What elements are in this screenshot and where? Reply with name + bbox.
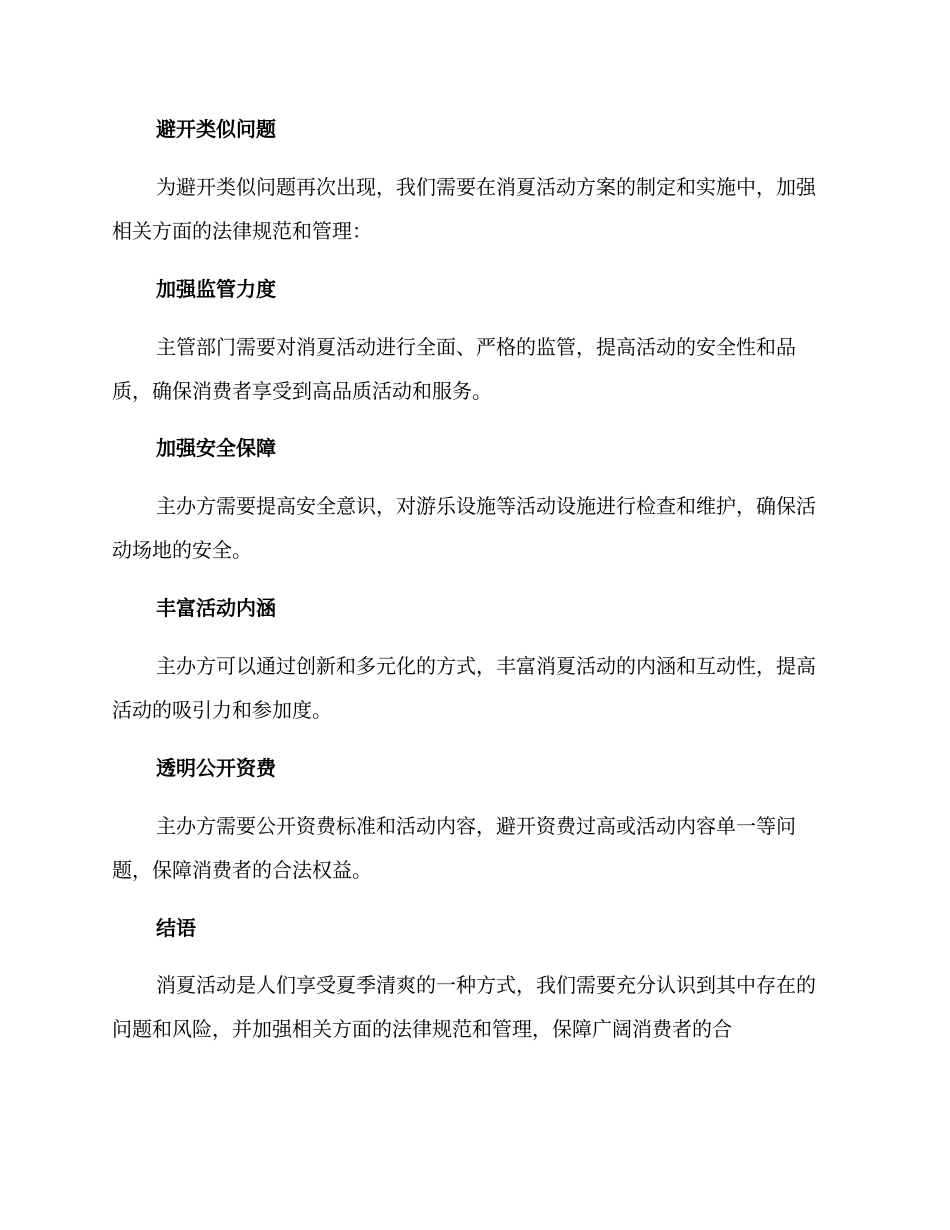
section-body-conclusion: 消夏活动是人们享受夏季清爽的一种方式，我们需要充分认识到其中存在的问题和风险，并加强相关方面的法律规范和管理，保障广阔消费者的合: [112, 973, 816, 1041]
section-heading-enrich-content: 丰富活动内涵: [156, 596, 276, 620]
section-heading-avoid-issues: 避开类似问题: [156, 117, 276, 141]
section-heading-supervision: 加强监管力度: [156, 277, 276, 301]
section-body-enrich-content: 主办方可以通过创新和多元化的方式，丰富消夏活动的内涵和互动性，提高活动的吸引力和参加度。: [112, 654, 816, 722]
section-body-avoid-issues: 为避开类似问题再次出现，我们需要在消夏活动方案的制定和实施中，加强相关方面的法律规范和管理：: [112, 175, 816, 243]
section-heading-transparent-fees: 透明公开资费: [156, 756, 276, 780]
section-body-supervision: 主管部门需要对消夏活动进行全面、严格的监管，提高活动的安全性和品质，确保消费者享受到高品质活动和服务。: [112, 335, 796, 403]
section-body-safety: 主办方需要提高安全意识，对游乐设施等活动设施进行检查和维护，确保活动场地的安全。: [112, 494, 816, 562]
section-body-transparent-fees: 主办方需要公开资费标准和活动内容，避开资费过高或活动内容单一等问题，保障消费者的合法权益。: [112, 814, 796, 882]
section-heading-conclusion: 结语: [156, 916, 196, 940]
section-heading-safety: 加强安全保障: [156, 436, 276, 460]
